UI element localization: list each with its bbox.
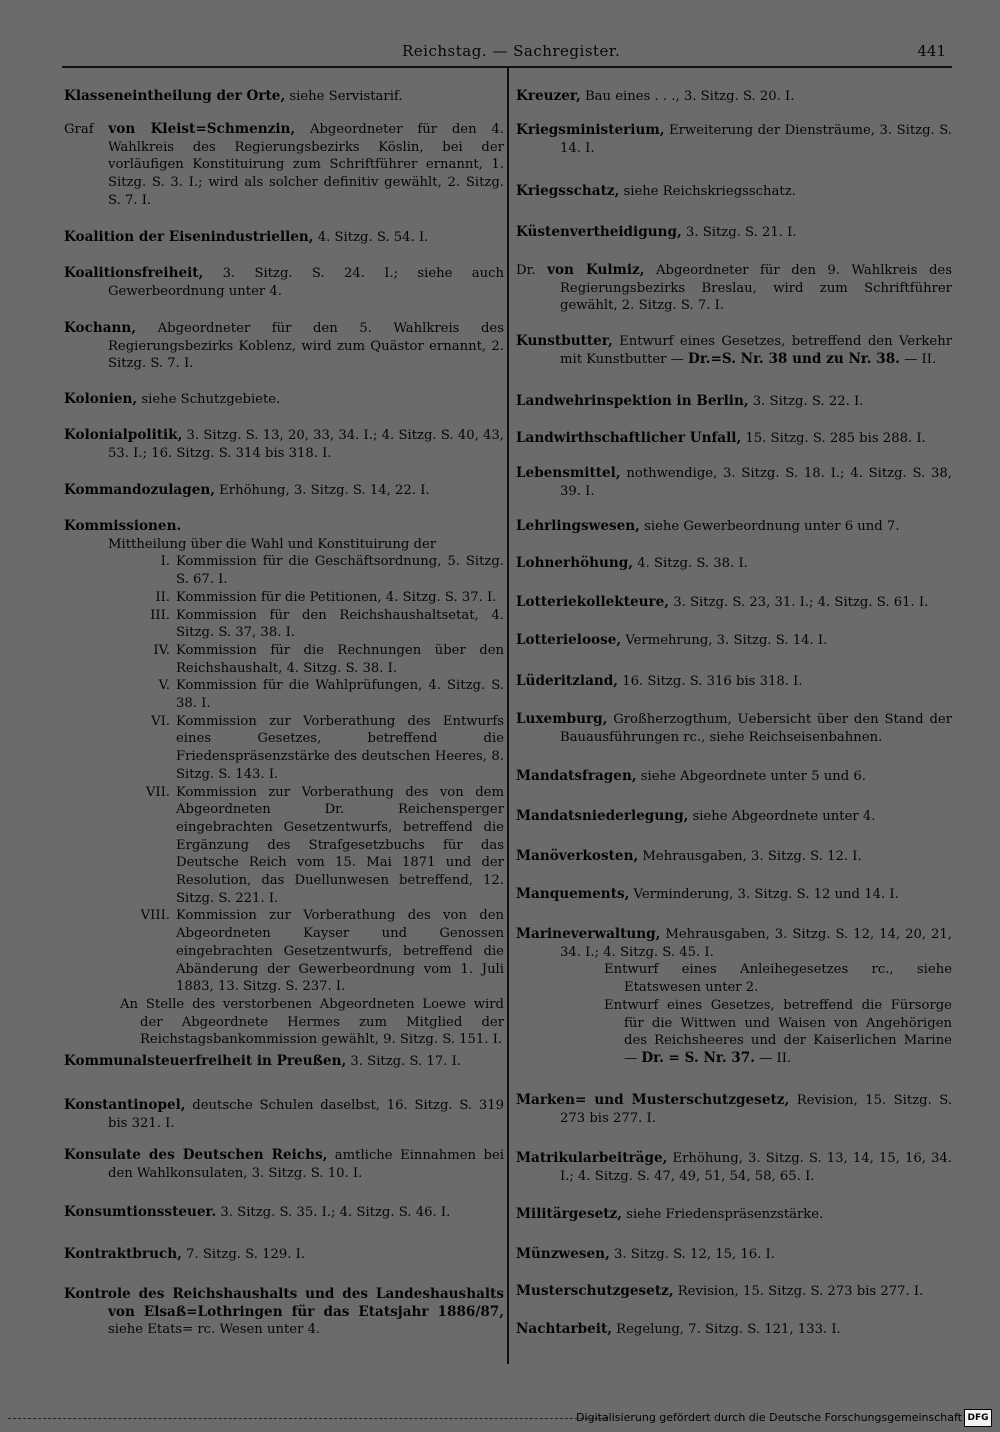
entry-reference: Entwurf eines Gesetzes, betreffend den Verkehr mit Kunstbutter — bbox=[560, 334, 952, 367]
subentry-number: VI. bbox=[151, 713, 170, 729]
entry-reference: Erweiterung der Diensträume, 3. Sitzg. S. 14. I. bbox=[560, 123, 952, 156]
entry-keyword: Lohnerhöhung, bbox=[516, 555, 634, 571]
index-entry bbox=[64, 320, 504, 373]
entry-reference: 3. Sitzg. S. 35. I.; 4. Sitzg. S. 46. I. bbox=[216, 1205, 451, 1220]
entry-reference: Erhöhung, 3. Sitzg. S. 13, 14, 15, 16, 34. I.; 4. Sitzg. S. 47, 49, 51, 54, 58, 65. I. bbox=[560, 1151, 952, 1184]
subentry bbox=[64, 784, 504, 908]
entry-reference: nothwendige, 3. Sitzg. S. 18. I.; 4. Sitzg. S. 38, 39. I. bbox=[560, 466, 952, 499]
entry-text bbox=[516, 1092, 952, 1127]
entry-text bbox=[64, 1204, 504, 1222]
entry-keyword: Konstantinopel, bbox=[64, 1097, 186, 1113]
page-number: 441 bbox=[917, 42, 946, 60]
entry-text bbox=[516, 430, 952, 448]
entry-text bbox=[64, 482, 504, 500]
index-entry bbox=[516, 1092, 952, 1127]
index-entry bbox=[64, 1053, 504, 1071]
entry-text bbox=[64, 88, 504, 106]
entry-reference: siehe Reichskriegsschatz. bbox=[619, 184, 796, 199]
entry-text bbox=[516, 262, 952, 315]
entry-intro: Mittheilung über die Wahl und Konstituirung der bbox=[108, 536, 437, 552]
index-entry bbox=[64, 391, 504, 409]
entry-document-ref: Dr.=S. Nr. 38 und zu Nr. 38. bbox=[688, 350, 900, 367]
entry-reference: siehe Gewerbeordnung unter 6 und 7. bbox=[639, 519, 900, 534]
entry-keyword: von Kulmiz, bbox=[547, 262, 645, 278]
entry-reference: Revision, 15. Sitzg. S. 273 bis 277. I. bbox=[673, 1284, 924, 1299]
entry-keyword: Musterschutzgesetz, bbox=[516, 1283, 674, 1299]
index-entry bbox=[516, 848, 952, 866]
subentry-number: VII. bbox=[145, 784, 170, 800]
entry-text bbox=[516, 1206, 952, 1224]
entry-text bbox=[516, 926, 952, 961]
entry-reference: 3. Sitzg. S. 21. I. bbox=[681, 225, 797, 240]
index-entry bbox=[64, 229, 504, 247]
entry-reference: 3. Sitzg. S. 22. I. bbox=[748, 394, 864, 409]
entry-reference: 15. Sitzg. S. 285 bis 288. I. bbox=[741, 431, 926, 446]
entry-text bbox=[516, 224, 952, 242]
entry-text bbox=[516, 88, 952, 106]
entry-reference: Abgeordneter für den 9. Wahlkreis des Regierungsbezirks Breslau, wird zum Schriftführer gewählt, 2. Sitzg. S. 7. I. bbox=[560, 263, 952, 314]
entry-reference: 7. Sitzg. S. 129. I. bbox=[181, 1247, 306, 1262]
entry-keyword: Konsulate des Deutschen Reichs, bbox=[64, 1147, 328, 1163]
subentry-text: Kommission für den Reichshaushaltsetat, 4. Sitzg. S. 37, 38. I. bbox=[176, 607, 504, 641]
entry-keyword: Marineverwaltung, bbox=[516, 926, 661, 942]
entry-text bbox=[516, 1321, 952, 1339]
entry-keyword: Matrikularbeiträge, bbox=[516, 1150, 668, 1166]
index-entry bbox=[516, 886, 952, 904]
entry-keyword: Mandatsniederlegung, bbox=[516, 808, 689, 824]
entry-keyword: Klasseneintheilung der Orte, bbox=[64, 88, 286, 104]
entry-text bbox=[64, 1147, 504, 1182]
index-entry bbox=[516, 333, 952, 368]
entry-text bbox=[516, 1150, 952, 1185]
index-entry bbox=[64, 1097, 504, 1132]
entry-keyword: Lotterieloose, bbox=[516, 632, 622, 648]
entry-text bbox=[64, 427, 504, 462]
index-entry bbox=[516, 1246, 952, 1264]
entry-keyword: Landwehrinspektion in Berlin, bbox=[516, 393, 749, 409]
entry-keyword: Kreuzer, bbox=[516, 88, 581, 104]
entry-reference: siehe Etats= rc. Wesen unter 4. bbox=[108, 1322, 321, 1338]
entry-prefix: Dr. bbox=[516, 263, 548, 278]
index-entry bbox=[516, 711, 952, 746]
entry-text bbox=[64, 229, 504, 247]
index-entry bbox=[64, 1246, 504, 1264]
entry-reference: Bau eines . . ., 3. Sitzg. S. 20. I. bbox=[580, 89, 795, 104]
entry-reference: Regelung, 7. Sitzg. S. 121, 133. I. bbox=[611, 1322, 841, 1337]
index-entry bbox=[516, 1206, 952, 1224]
entry-reference: Erhöhung, 3. Sitzg. S. 14, 22. I. bbox=[214, 483, 430, 498]
subentry-tail: — II. bbox=[754, 1050, 792, 1066]
index-entry bbox=[64, 518, 504, 1049]
entry-reference: 3. Sitzg. S. 24. I.; siehe auch Gewerbeordnung unter 4. bbox=[108, 266, 504, 299]
entry-text bbox=[516, 594, 952, 612]
entry-text bbox=[64, 265, 504, 300]
entry-text bbox=[64, 391, 504, 409]
entry-keyword: Lebensmittel, bbox=[516, 465, 621, 481]
subentry bbox=[64, 642, 504, 677]
index-entry bbox=[516, 430, 952, 448]
entry-keyword: Mandatsfragen, bbox=[516, 768, 637, 784]
entry-keyword: Kunstbutter, bbox=[516, 333, 613, 349]
subentry-number: V. bbox=[158, 678, 170, 694]
index-entry bbox=[64, 265, 504, 300]
entry-reference: 4. Sitzg. S. 54. I. bbox=[313, 230, 429, 245]
footer-rule bbox=[8, 1418, 608, 1419]
entry-reference: 16. Sitzg. S. 316 bis 318. I. bbox=[618, 674, 803, 689]
entry-prefix: Graf bbox=[64, 122, 109, 137]
subentry-text: Kommission zur Vorberathung des Entwurfs eines Gesetzes, betreffend die Friedenspräsenzstärke des deutschen Heeres, 8. Sitzg. S. 143. I. bbox=[176, 713, 504, 782]
entry-keyword: Marken= und Musterschutzgesetz, bbox=[516, 1092, 790, 1108]
entry-text bbox=[516, 1283, 952, 1301]
entry-reference: 3. Sitzg. S. 17. I. bbox=[346, 1054, 461, 1069]
entry-keyword: Küstenvertheidigung, bbox=[516, 224, 682, 240]
subentry-number: III. bbox=[150, 607, 170, 623]
entry-text bbox=[516, 673, 952, 691]
index-entry bbox=[516, 224, 952, 242]
page-header bbox=[62, 36, 952, 68]
index-entry bbox=[516, 88, 952, 106]
index-entry bbox=[516, 393, 952, 411]
subentry-text: Kommission für die Rechnungen über den Reichshaushalt, 4. Sitzg. S. 38. I. bbox=[176, 642, 504, 676]
entry-reference: Abgeordneter für den 5. Wahlkreis des Regierungsbezirks Koblenz, wird zum Quästor ernannt, 2. Sitzg. S. 7. I. bbox=[108, 321, 504, 372]
index-entry bbox=[64, 121, 504, 210]
index-entry bbox=[516, 926, 952, 1068]
entry-keyword: Manöverkosten, bbox=[516, 848, 639, 864]
entry-reference: Mehrausgaben, 3. Sitzg. S. 12, 14, 20, 21, 34. I.; 4. Sitzg. S. 45. I. bbox=[560, 927, 952, 960]
entry-text bbox=[516, 518, 952, 536]
subentry-text: Kommission für die Geschäftsordnung, 5. Sitzg. S. 67. I. bbox=[176, 554, 504, 588]
subentry bbox=[64, 607, 504, 642]
entry-keyword: Kriegsschatz, bbox=[516, 183, 620, 199]
entry-text bbox=[516, 711, 952, 746]
entry-reference: Vermehrung, 3. Sitzg. S. 14. I. bbox=[621, 633, 828, 648]
subentry-text: Entwurf eines Gesetzes, betreffend die Fürsorge für die Wittwen und Waisen von Angehörigen des Reichsheeres und der Kaiserlichen Marine — bbox=[604, 997, 952, 1066]
entry-reference: siehe Abgeordnete unter 4. bbox=[688, 809, 876, 824]
index-entry bbox=[516, 183, 952, 201]
entry-reference: siehe Abgeordnete unter 5 und 6. bbox=[636, 769, 866, 784]
entry-text bbox=[64, 1097, 504, 1132]
entry-reference: 3. Sitzg. S. 13, 20, 33, 34. I.; 4. Sitzg. S. 40, 43, 53. I.; 16. Sitzg. S. 314 bis 318. I. bbox=[108, 428, 504, 461]
index-entry bbox=[516, 465, 952, 500]
entry-reference: 3. Sitzg. S. 12, 15, 16. I. bbox=[609, 1247, 775, 1262]
entry-note: An Stelle des verstorbenen Abgeordneten Loewe wird der Abgeordnete Hermes zum Mitglied der Reichstagsbankommission gewählt, 9. Sitzg. S. 151. I. bbox=[120, 996, 504, 1048]
index-entry bbox=[516, 594, 952, 612]
subentry bbox=[560, 997, 952, 1068]
entry-reference: amtliche Einnahmen bei den Wahlkonsulaten, 3. Sitzg. S. 10. I. bbox=[108, 1148, 504, 1181]
entry-text bbox=[516, 122, 952, 157]
index-entry bbox=[516, 555, 952, 573]
index-entry bbox=[516, 808, 952, 826]
index-entry bbox=[516, 673, 952, 691]
entry-reference: siehe Servistarif. bbox=[285, 89, 403, 104]
index-entry bbox=[64, 88, 504, 106]
index-entry bbox=[64, 1286, 504, 1339]
subentry bbox=[64, 553, 504, 588]
subentry-text: Kommission für die Wahlprüfungen, 4. Sitzg. S. 38. I. bbox=[176, 678, 504, 712]
entry-keyword: Lotteriekollekteure, bbox=[516, 594, 670, 610]
entry-reference: Mehrausgaben, 3. Sitzg. S. 12. I. bbox=[638, 849, 862, 864]
entry-keyword: Kontraktbruch, bbox=[64, 1246, 182, 1262]
entry-keyword: Koalition der Eisenindustriellen, bbox=[64, 229, 314, 245]
entry-keyword: Manquements, bbox=[516, 886, 630, 902]
entry-reference: Revision, 15. Sitzg. S. 273 bis 277. I. bbox=[560, 1093, 953, 1126]
entry-text bbox=[64, 320, 504, 373]
subentry-number: II. bbox=[155, 589, 170, 605]
entry-reference: siehe Friedenspräsenzstärke. bbox=[621, 1207, 824, 1222]
subentry bbox=[64, 677, 504, 712]
entry-text bbox=[516, 768, 952, 786]
index-entry bbox=[516, 1150, 952, 1185]
running-head: Reichstag. — Sachregister. bbox=[402, 42, 621, 60]
entry-text bbox=[516, 632, 952, 650]
entry-text bbox=[516, 848, 952, 866]
entry-reference: 3. Sitzg. S. 23, 31. I.; 4. Sitzg. S. 61. I. bbox=[669, 595, 929, 610]
entry-text bbox=[516, 393, 952, 411]
entry-reference: deutsche Schulen daselbst, 16. Sitzg. S. 319 bis 321. I. bbox=[108, 1098, 504, 1131]
subentry-text: Kommission für die Petitionen, 4. Sitzg. S. 37. I. bbox=[176, 589, 497, 605]
subentry-text: Entwurf eines Anleihegesetzes rc., siehe Etatswesen unter 2. bbox=[604, 962, 952, 996]
entry-text bbox=[64, 1246, 504, 1264]
entry-text bbox=[516, 1246, 952, 1264]
entry-text bbox=[64, 1286, 504, 1339]
entry-keyword: Kontrole des Reichshaushalts und des Landeshaushalts von Elsaß=Lothringen für das Etatsjahr 1886/87, bbox=[64, 1286, 504, 1320]
footer-credit: Digitalisierung gefördert durch die Deutsche Forschungsgemeinschaft bbox=[576, 1411, 962, 1424]
entry-reference: siehe Schutzgebiete. bbox=[137, 392, 281, 407]
index-entry bbox=[516, 768, 952, 786]
entry-keyword: Kolonien, bbox=[64, 391, 138, 407]
subentry-text: Kommission zur Vorberathung des von den Abgeordneten Kayser und Genossen eingebrachten Gesetzentwurfs, betreffend die Abänderung der Gewerbeordnung vom 1. Juli 1883, 13. Sitzg. S. 237. I. bbox=[176, 908, 504, 995]
entry-keyword: Kolonialpolitik, bbox=[64, 427, 183, 443]
entry-keyword: von Kleist=Schmenzin, bbox=[108, 121, 296, 137]
index-entry bbox=[516, 518, 952, 536]
entry-text bbox=[516, 808, 952, 826]
entry-keyword: Kommissionen. bbox=[64, 518, 182, 534]
entry-keyword: Kommunalsteuerfreiheit in Preußen, bbox=[64, 1053, 347, 1069]
index-entry bbox=[516, 632, 952, 650]
index-entry bbox=[64, 1147, 504, 1182]
entry-text bbox=[516, 555, 952, 573]
subentry bbox=[560, 961, 952, 996]
entry-reference-tail: — II. bbox=[899, 351, 937, 367]
entry-text bbox=[516, 333, 952, 368]
entry-keyword: Lehrlingswesen, bbox=[516, 518, 640, 534]
entry-text bbox=[516, 465, 952, 500]
subentry-number: IV. bbox=[153, 642, 170, 658]
entry-reference: Verminderung, 3. Sitzg. S. 12 und 14. I. bbox=[629, 887, 899, 902]
subentry bbox=[64, 713, 504, 784]
entry-text bbox=[64, 518, 504, 536]
entry-keyword: Kommandozulagen, bbox=[64, 482, 215, 498]
entry-text bbox=[516, 886, 952, 904]
entry-keyword: Militärgesetz, bbox=[516, 1206, 622, 1222]
entry-keyword: Lüderitzland, bbox=[516, 673, 619, 689]
entry-reference: 4. Sitzg. S. 38. I. bbox=[633, 556, 748, 571]
subentry bbox=[64, 907, 504, 996]
entry-keyword: Kochann, bbox=[64, 320, 137, 336]
index-entry bbox=[64, 427, 504, 462]
entry-keyword: Konsumtionssteuer. bbox=[64, 1204, 217, 1220]
index-entry bbox=[516, 1283, 952, 1301]
entry-keyword: Koalitionsfreiheit, bbox=[64, 265, 204, 281]
column-divider bbox=[507, 68, 509, 1364]
index-entry bbox=[516, 1321, 952, 1339]
entry-keyword: Landwirthschaftlicher Unfall, bbox=[516, 430, 742, 446]
subentry bbox=[64, 589, 504, 607]
dfg-logo: DFG bbox=[964, 1409, 992, 1427]
index-entry bbox=[64, 482, 504, 500]
entry-text bbox=[516, 183, 952, 201]
subentry-text: Kommission zur Vorberathung des von dem Abgeordneten Dr. Reichensperger eingebrachten Gesetzentwurfs, betreffend die Ergänzung des Strafgesetzbuchs für das Deutsche Reich vom 15. Mai 1871 und der Resolution, das Duellunwesen betreffend, 12. Sitzg. S. 221. I. bbox=[176, 784, 504, 906]
entry-reference: Abgeordneter für den 4. Wahlkreis des Regierungsbezirks Köslin, bei der vorläufigen Konstituirung zum Schriftführer ernannt, 1. Sitzg. S. 3. I.; wird als solcher definitiv gewählt, 2. Sitzg. S. 7. I. bbox=[108, 122, 504, 208]
subentry-document-ref: Dr. = S. Nr. 37. bbox=[641, 1049, 755, 1066]
entry-text bbox=[64, 1053, 504, 1071]
entry-keyword: Münzwesen, bbox=[516, 1246, 610, 1262]
entry-reference: Großherzogthum, Uebersicht über den Stand der Bauausführungen rc., siehe Reichseisenbahnen. bbox=[560, 712, 952, 745]
entry-keyword: Nachtarbeit, bbox=[516, 1321, 612, 1337]
entry-text bbox=[64, 121, 504, 210]
entry-keyword: Luxemburg, bbox=[516, 711, 608, 727]
subentry-number: I. bbox=[160, 554, 170, 570]
index-entry bbox=[64, 1204, 504, 1222]
subentry-number: VIII. bbox=[140, 908, 170, 924]
index-entry bbox=[516, 262, 952, 315]
index-entry bbox=[516, 122, 952, 157]
entry-keyword: Kriegsministerium, bbox=[516, 122, 665, 138]
